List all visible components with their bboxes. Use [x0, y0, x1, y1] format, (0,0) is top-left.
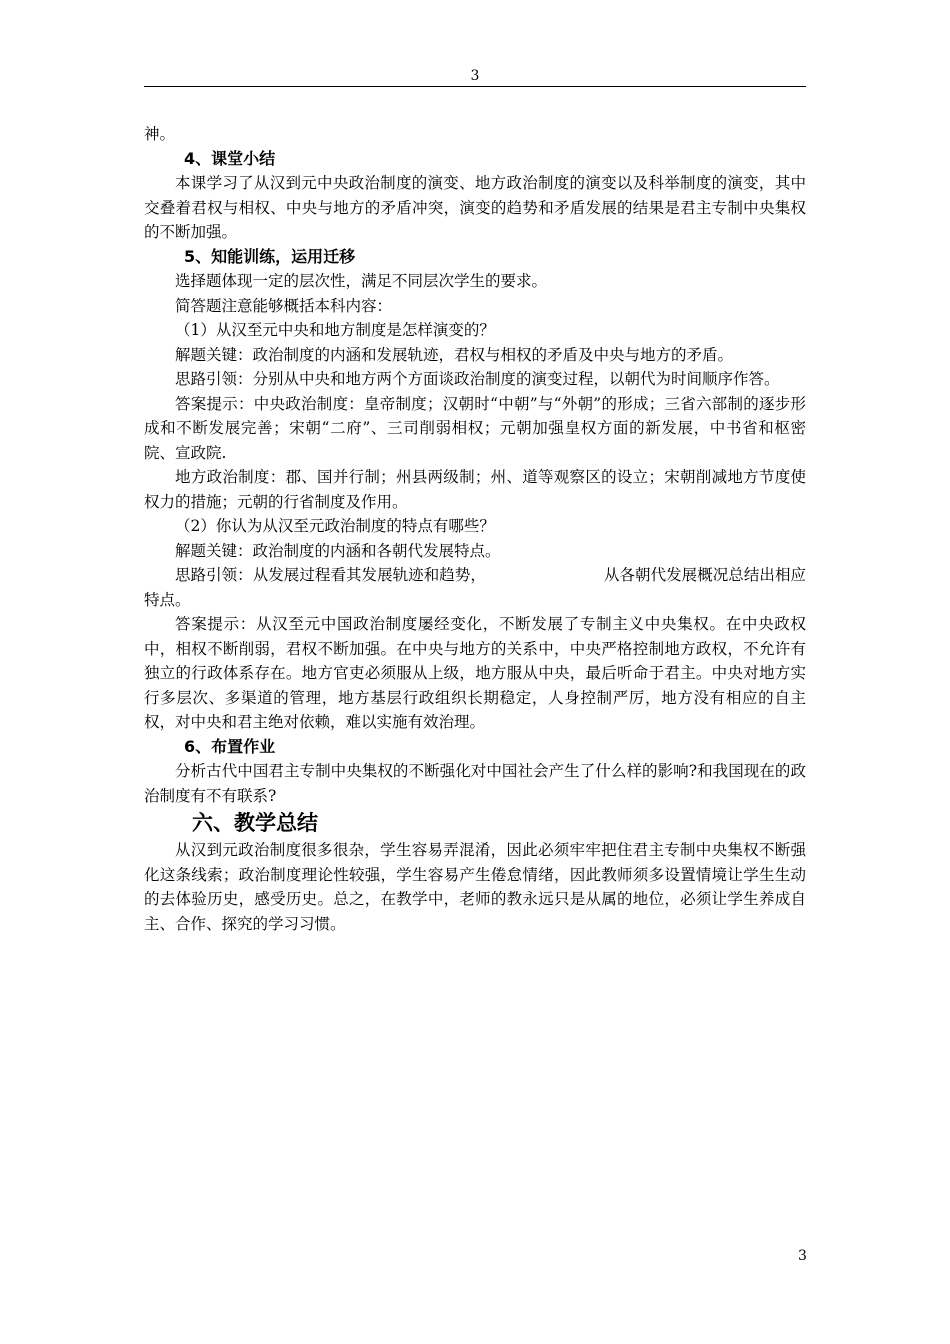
part-6-summary: 从汉到元政治制度很多很杂，学生容易弄混淆，因此必须牢牢把住君主专制中央集权不断强化这条线索；政治制度理论性较强，学生容易产生倦怠情绪，因此教师须多设置情境让学生生动的去体验历史，感受历史。总之，在教学中，老师的教永远只是从属的地位，必须让学生养成自主、合作、探究的学习习惯。: [144, 841, 806, 933]
question-1: （1）从汉至元中央和地方制度是怎样演变的？: [175, 321, 495, 339]
question-1-answer-central: 答案提示：中央政治制度：皇帝制度；汉朝时“中朝”与“外朝”的形成；三省六部制的逐步形成和不断发展完善；宋朝“二府”、三司削弱相权；元朝加强皇权方面的新发展，中书省和枢密院、宣政院.: [144, 394, 806, 462]
question-1-key: 解题关键：政治制度的内涵和发展轨迹，君权与相权的矛盾及中央与地方的矛盾。: [175, 345, 734, 364]
question-2-guide: [144, 563, 806, 612]
footer-page-number: 3: [798, 1248, 807, 1264]
section-5-short-answer: 简答题注意能够概括本科内容：: [175, 296, 393, 315]
header-page-number: 3: [470, 68, 480, 84]
header-rule: [144, 86, 806, 87]
section-4-title: 4、课堂小结: [184, 148, 276, 168]
question-2-answer: 答案提示：从汉至元中国政治制度屡经变化，不断发展了专制主义中央集权。在中央政权中，相权不断削弱，君权不断加强。在中央与地方的关系中，中央严格控制地方政权，不允许有独立的行政体系存在。地方官吏必须服从上级，地方服从中央，最后听命于君主。中央对地方实行多层次、多渠道的管理，地方基层行政组织长期稳定，人身控制严厉，地方没有相应的自主权，对中央和君主绝对依赖，难以实施有效治理。: [144, 615, 806, 731]
question-2: （2）你认为从汉至元政治制度的特点有哪些？: [175, 517, 495, 535]
question-1-guide: 思路引领：分别从中央和地方两个方面谈政治制度的演变过程，以朝代为时间顺序作答。: [175, 370, 780, 388]
question-2-key: 解题关键：政治制度的内涵和各朝代发展特点。: [175, 541, 501, 560]
question-2-guide-part-a: 思路引领：从发展过程看其发展轨迹和趋势，: [175, 566, 486, 584]
document-body: [144, 122, 806, 936]
section-4-summary: 本课学习了从汉到元中央政治制度的演变、地方政治制度的演变以及科举制度的演变，其中交叠着君权与相权、中央与地方的矛盾冲突，演变的趋势和矛盾发展的结果是君主专制中央集权的不断加强。: [144, 174, 806, 241]
intro-tail: 神。: [144, 125, 176, 143]
section-6-title: 6、布置作业: [184, 736, 276, 756]
part-6-title: 六、教学总结: [192, 810, 318, 835]
section-6-homework: 分析古代中国君主专制中央集权的不断强化对中国社会产生了什么样的影响?和我国现在的政治制度有不有联系?: [144, 762, 806, 805]
question-1-answer-local: 地方政治制度：郡、国并行制；州县两级制；州、道等观察区的设立；宋朝削减地方节度使权力的措施；元朝的行省制度及作用。: [144, 468, 806, 511]
section-5-multiple-choice: 选择题体现一定的层次性，满足不同层次学生的要求。: [175, 272, 548, 290]
section-5-title: 5、知能训练，运用迁移: [184, 246, 356, 266]
question-2-guide-part-b: 从各朝代发展概况总结出相应特点。: [144, 566, 806, 609]
